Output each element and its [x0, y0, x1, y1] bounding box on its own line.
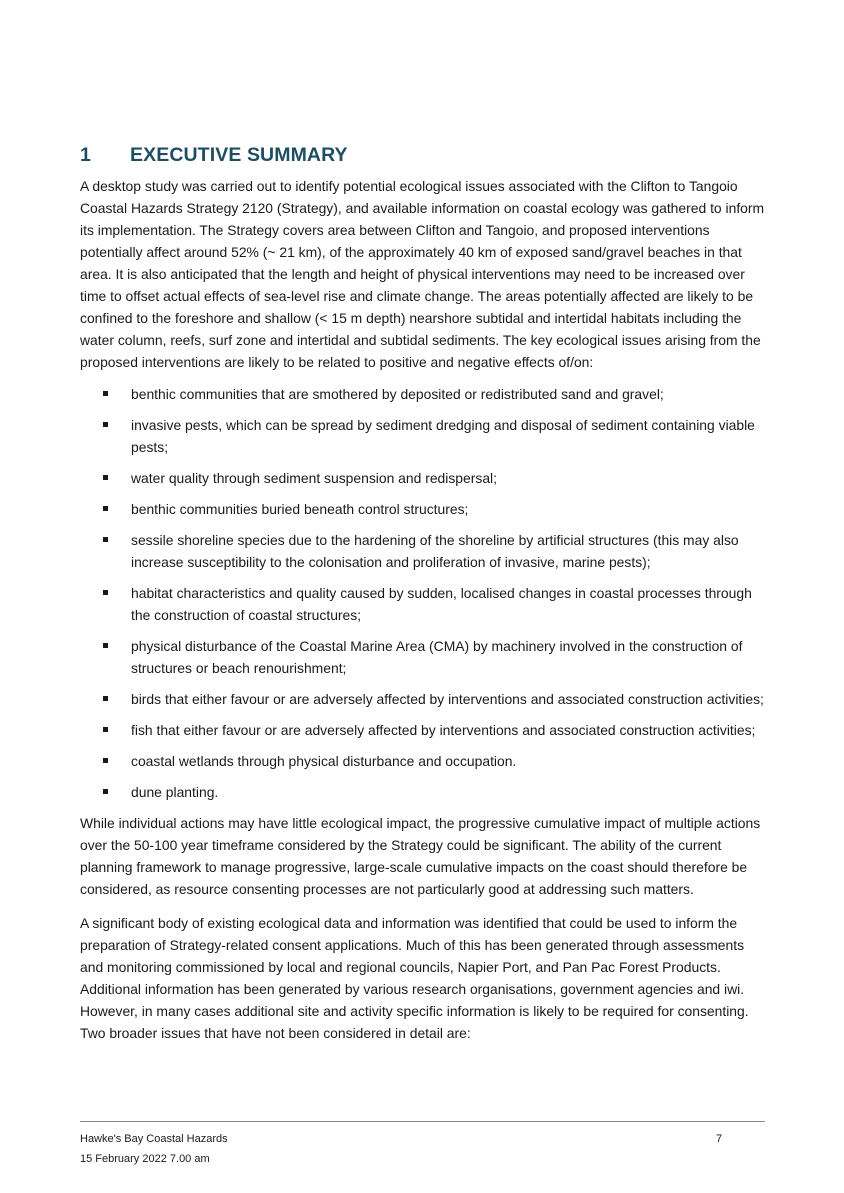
- footer-divider: [80, 1121, 765, 1122]
- footer-date: 15 February 2022 7.00 am: [80, 1153, 210, 1165]
- bullet-icon: [103, 696, 108, 701]
- list-item: water quality through sediment suspension and redispersal;: [80, 467, 770, 489]
- bullet-icon: [103, 758, 108, 763]
- section-number: 1: [80, 144, 91, 166]
- footer-title: Hawke's Bay Coastal Hazards: [80, 1133, 228, 1145]
- footer: [80, 1129, 228, 1169]
- bullet-icon: [103, 537, 108, 542]
- section-heading: [80, 144, 770, 167]
- bullet-icon: [103, 391, 108, 396]
- bullet-icon: [103, 422, 108, 427]
- list-item: habitat characteristics and quality caused by sudden, localised changes in coastal processes through the construction of coastal structures;: [80, 582, 770, 626]
- bullet-icon: [103, 475, 108, 480]
- list-item: physical disturbance of the Coastal Marine Area (CMA) by machinery involved in the construction of structures or beach renourishment;: [80, 635, 770, 679]
- existing-data-paragraph: A significant body of existing ecological data and information was identified that could be used to inform the preparation of Strategy-related consent applications. Much of this has been generated through assessments and monitoring commissioned by local and regional councils, Napier Port, and Pan Pac Forest Products. Additional information has been generated by various research organisations, government agencies and iwi. However, in many cases additional site and activity specific information is likely to be required for consenting. Two broader issues that have not been considered in detail are:: [80, 915, 749, 1041]
- list-item: birds that either favour or are adversely affected by interventions and associated construction activities;: [80, 688, 770, 710]
- list-item: dune planting.: [80, 781, 770, 803]
- bullet-icon: [103, 727, 108, 732]
- bullet-icon: [103, 643, 108, 648]
- document-body: [80, 175, 770, 1044]
- bullet-icon: [103, 506, 108, 511]
- intro-paragraph: A desktop study was carried out to identify potential ecological issues associated with the Clifton to Tangoio Coastal Hazards Strategy 2120 (Strategy), and available information on coastal ecology was gathered to inform its implementation. The Strategy covers area between Clifton and Tangoio, and proposed interventions potentially affect around 52% (~ 21 km), of the approximately 40 km of exposed sand/gravel beaches in that area. It is also anticipated that the length and height of physical interventions may need to be increased over time to offset actual effects of sea-level rise and climate change. The areas potentially affected are likely to be confined to the foreshore and shallow (< 15 m depth) nearshore subtidal and intertidal habitats including the water column, reefs, surf zone and intertidal and subtidal sediments. The key ecological issues arising from the proposed interventions are likely to be related to positive and negative effects of/on:: [80, 178, 765, 370]
- list-item: sessile shoreline species due to the hardening of the shoreline by artificial structures (this may also increase susceptibility to the colonisation and proliferation of invasive, marine pests);: [80, 529, 770, 573]
- cumulative-impact-paragraph: While individual actions may have little ecological impact, the progressive cumulative impact of multiple actions over the 50-100 year timeframe considered by the Strategy could be significant. The ability of the current planning framework to manage progressive, large-scale cumulative impacts on the coast should therefore be considered, as resource consenting processes are not particularly good at addressing such matters.: [80, 815, 761, 897]
- list-item: fish that either favour or are adversely affected by interventions and associated construction activities;: [80, 719, 770, 741]
- list-item: benthic communities that are smothered by deposited or redistributed sand and gravel;: [80, 383, 770, 405]
- bullet-icon: [103, 590, 108, 595]
- page-number: 7: [716, 1133, 723, 1145]
- section-title: EXECUTIVE SUMMARY: [130, 144, 348, 166]
- list-item: benthic communities buried beneath control structures;: [80, 498, 770, 520]
- list-item: invasive pests, which can be spread by sediment dredging and disposal of sediment containing viable pests;: [80, 414, 770, 458]
- ecological-issues-list: [80, 383, 770, 803]
- bullet-icon: [103, 789, 108, 794]
- list-item: coastal wetlands through physical disturbance and occupation.: [80, 750, 770, 772]
